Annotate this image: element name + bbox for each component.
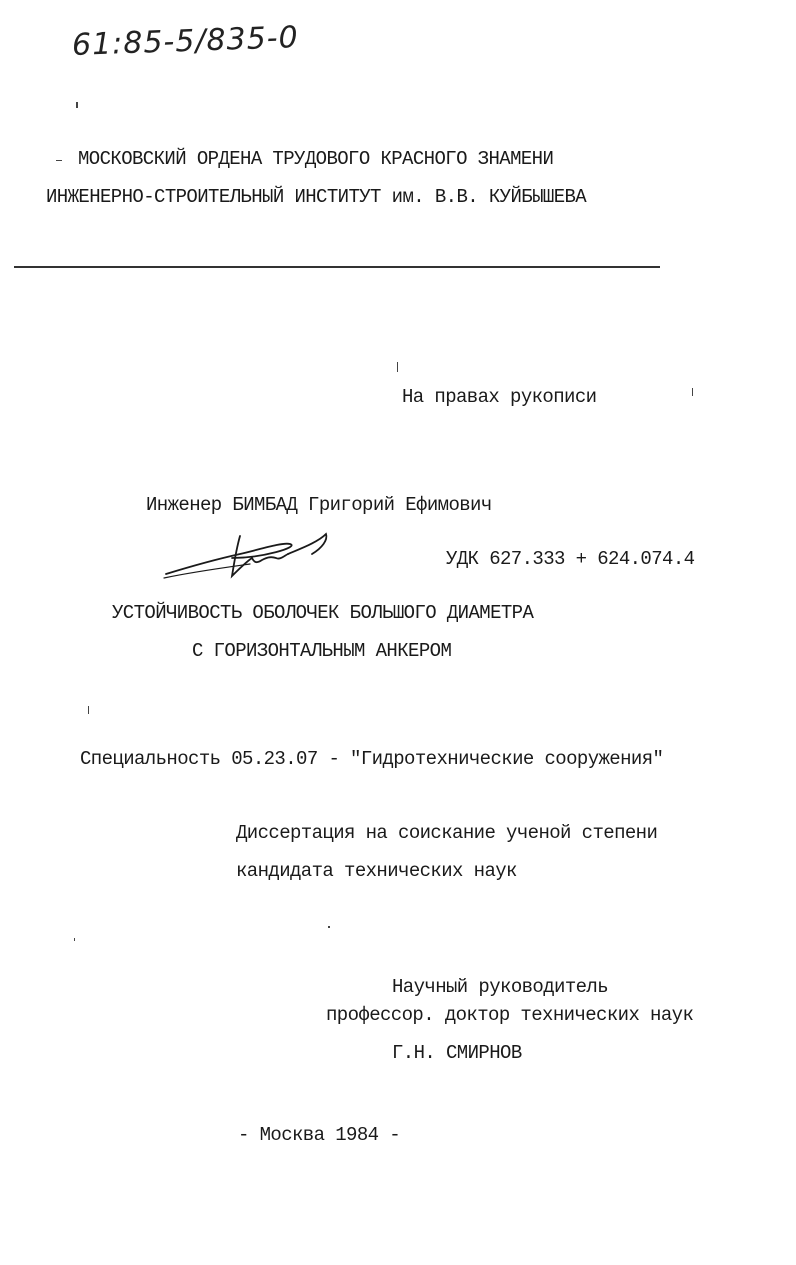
scan-speck bbox=[328, 926, 330, 928]
author-name: Инженер БИМБАД Григорий Ефимович bbox=[146, 494, 492, 516]
scan-speck bbox=[88, 706, 89, 714]
title-line-1: УСТОЙЧИВОСТЬ ОБОЛОЧЕК БОЛЬШОГО ДИАМЕТРА bbox=[112, 602, 534, 624]
scan-speck bbox=[397, 362, 398, 372]
scan-speck bbox=[76, 102, 78, 108]
header-divider bbox=[14, 266, 660, 268]
author-signature-icon bbox=[162, 528, 332, 582]
scan-speck bbox=[74, 938, 75, 941]
scan-speck bbox=[692, 388, 693, 396]
supervisor-title: профессор. доктор технических наук bbox=[326, 1004, 694, 1026]
archive-code-handwritten: 61:85-5/835-0 bbox=[71, 20, 300, 63]
title-line-2: С ГОРИЗОНТАЛЬНЫМ АНКЕРОМ bbox=[192, 640, 452, 662]
udk-code: УДК 627.333 + 624.074.4 bbox=[446, 548, 695, 570]
manuscript-note: На правах рукописи bbox=[402, 386, 597, 408]
scan-speck bbox=[56, 160, 62, 161]
specialty: Специальность 05.23.07 - "Гидротехнические сооружения" bbox=[80, 748, 664, 770]
institute-line-1: МОСКОВСКИЙ ОРДЕНА ТРУДОВОГО КРАСНОГО ЗНАМЕНИ bbox=[78, 148, 554, 170]
city-year: - Москва 1984 - bbox=[238, 1124, 401, 1146]
institute-line-2: ИНЖЕНЕРНО-СТРОИТЕЛЬНЫЙ ИНСТИТУТ им. В.В. КУЙБЫШЕВА bbox=[46, 186, 587, 208]
dissertation-line-1: Диссертация на соискание ученой степени bbox=[236, 822, 658, 844]
supervisor-name: Г.Н. СМИРНОВ bbox=[392, 1042, 522, 1064]
supervisor-role: Научный руководитель bbox=[392, 976, 609, 998]
dissertation-line-2: кандидата технических наук bbox=[236, 860, 517, 882]
